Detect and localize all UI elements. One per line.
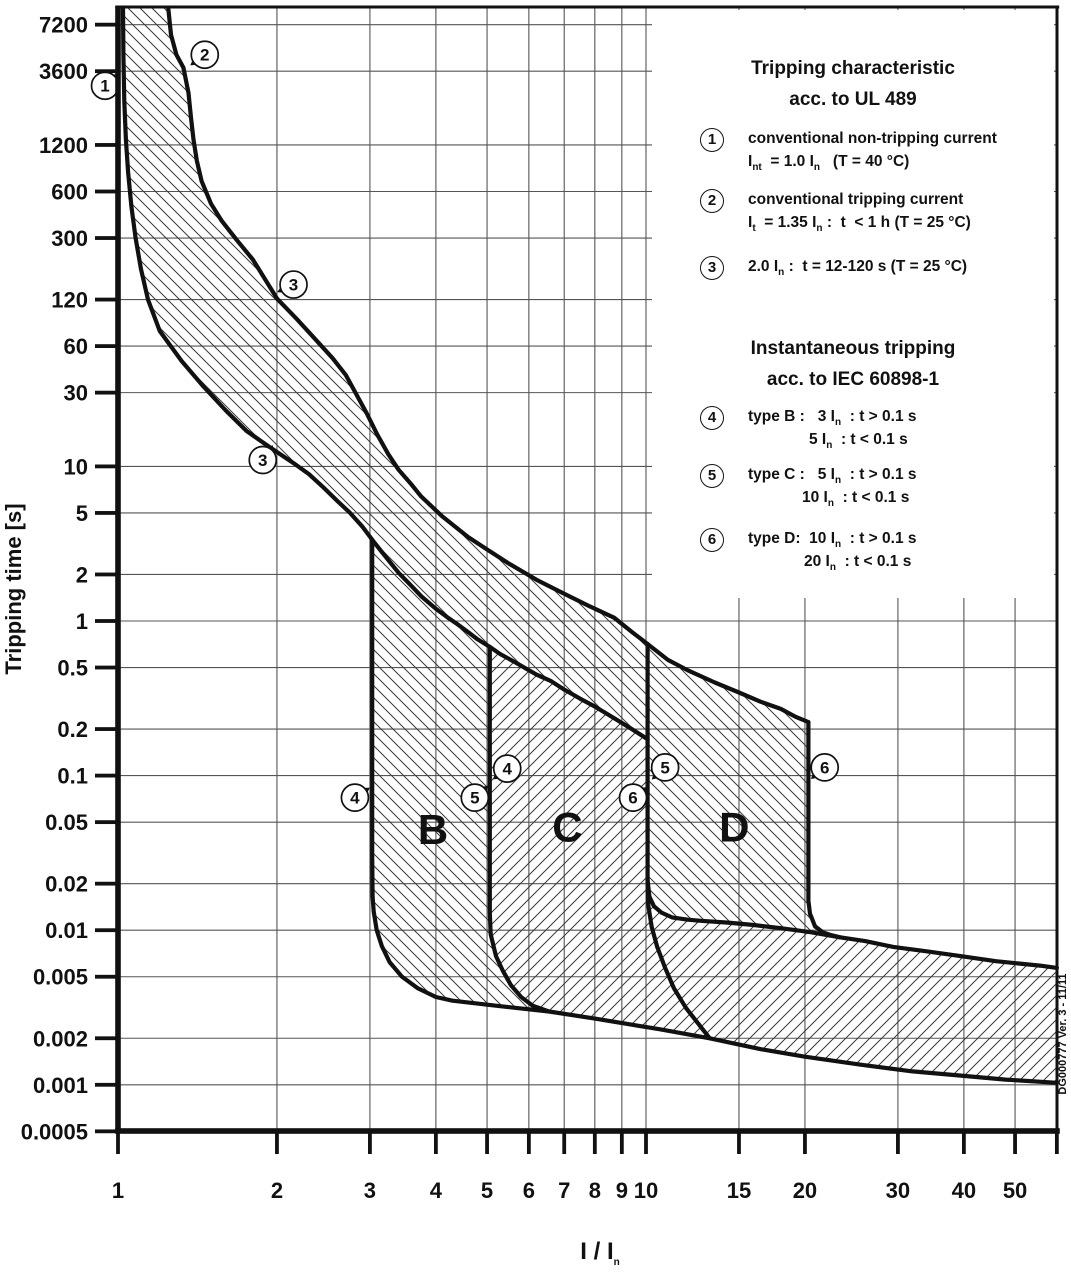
x-tick-label: 5: [480, 1178, 494, 1203]
x-tick-label: 20: [792, 1178, 818, 1203]
y-tick: [95, 928, 118, 932]
x-tick: [485, 1131, 489, 1154]
y-tick: [95, 391, 118, 395]
legend-title-ul-2: acc. to UL 489: [789, 89, 917, 110]
marker-number: 6: [628, 788, 638, 808]
y-tick: [95, 573, 118, 577]
y-tick-label: 120: [51, 287, 88, 313]
y-tick: [95, 882, 118, 886]
y-tick-label: 0.2: [57, 717, 88, 743]
y-tick: [95, 619, 118, 623]
y-tick: [95, 23, 118, 27]
x-tick: [803, 1131, 807, 1154]
x-tick-label: 7: [558, 1178, 571, 1203]
y-tick-label: 600: [51, 179, 88, 205]
x-tick: [116, 1131, 120, 1154]
y-axis-title: Tripping time [s]: [1, 503, 26, 675]
x-tick: [527, 1131, 531, 1154]
legend-item-4-row2: 5 $I_n$ : t < 0.1 s: [809, 431, 908, 452]
y-tick-label: 1: [75, 609, 88, 634]
y-tick-label: 2: [75, 562, 88, 588]
x-tick: [275, 1131, 279, 1154]
region-label-D: D: [719, 803, 750, 851]
marker-number: 4: [350, 788, 360, 808]
x-tick: [562, 1131, 566, 1154]
x-axis-title: I / $I_n$: [580, 1238, 620, 1268]
x-tick: [434, 1131, 438, 1154]
y-tick: [95, 190, 118, 194]
y-tick-label: 1200: [39, 132, 88, 158]
legend-marker-5: 5: [700, 464, 724, 488]
legend-marker-3: 3: [700, 256, 724, 280]
x-tick: [593, 1131, 597, 1154]
legend-marker-2: 2: [700, 189, 724, 213]
x-tick: [896, 1131, 900, 1154]
legend-marker-4: 4: [700, 406, 724, 430]
region-label-B: B: [417, 805, 449, 853]
region-label-C: C: [552, 803, 583, 851]
y-tick-label: 0.1: [57, 763, 88, 789]
x-tick-label: 3: [363, 1178, 377, 1203]
y-tick-label: 10: [63, 454, 88, 480]
y-tick-label: 0.002: [32, 1026, 88, 1052]
x-tick-label: 1: [111, 1178, 125, 1203]
legend-panel: [652, 10, 1054, 598]
x-tick-label: 9: [615, 1178, 628, 1203]
y-tick-label: 3600: [39, 59, 88, 85]
y-tick: [95, 143, 118, 147]
legend-item-1-row2: $I_{nt} = 1.0$ $I_n$ (T = 40 °C): [748, 153, 910, 174]
y-tick-label: 300: [51, 226, 88, 252]
x-tick: [620, 1131, 624, 1154]
x-tick: [368, 1131, 372, 1154]
legend-title-iec-1: Instantaneous tripping: [750, 338, 956, 359]
marker-number: 5: [470, 788, 480, 808]
y-tick-label: 0.01: [45, 918, 88, 944]
y-tick: [95, 465, 118, 469]
legend-item-6-row2: 20 $I_n$ : t < 0.1 s: [804, 553, 912, 574]
legend-item-3-row1: 2.0 $I_n$ : t = 12-120 s (T = 25 °C): [748, 258, 968, 279]
y-tick-label: 0.02: [45, 871, 88, 897]
y-tick-label: 0.005: [32, 964, 88, 990]
x-tick: [962, 1131, 966, 1154]
legend-item-2-row2: $I_t = 1.35$ $I_n$ : t < 1 h (T = 25 °C): [748, 214, 971, 235]
y-tick-label: 0.5: [57, 655, 88, 681]
x-tick-label: 4: [429, 1178, 443, 1203]
document-version-note: DG000777 Ver. 3 - 11/11: [1057, 973, 1069, 1095]
marker-number: 3: [258, 451, 268, 471]
x-tick: [644, 1131, 648, 1154]
y-tick: [95, 236, 118, 240]
marker-number: 4: [502, 759, 512, 779]
y-tick: [95, 1083, 118, 1087]
y-tick: [95, 727, 118, 731]
x-tick-label: 50: [1002, 1178, 1028, 1203]
x-axis-line: [115, 1128, 1060, 1134]
y-tick-label: 5: [75, 500, 88, 526]
y-axis-line: [115, 7, 121, 1131]
type-D-region: [648, 644, 840, 937]
marker-number: 5: [660, 758, 670, 778]
x-tick-label: 6: [522, 1178, 535, 1203]
x-tick-label: 2: [270, 1178, 284, 1203]
y-tick-label: 60: [63, 334, 88, 360]
x-tick: [1013, 1131, 1017, 1154]
legend-item-2-row1: conventional tripping current: [748, 191, 964, 208]
y-tick: [95, 666, 118, 670]
legend-item-5-row2: 10 $I_n$ : t < 0.1 s: [802, 489, 910, 510]
marker-number: 3: [288, 275, 299, 295]
legend-item-1-row1: conventional non-tripping current: [748, 130, 997, 147]
legend-item-6-row1: type D: 10 $I_n$ : t > 0.1 s: [748, 530, 917, 551]
x-tick: [737, 1131, 741, 1154]
y-tick: [95, 774, 118, 778]
y-tick: [95, 975, 118, 979]
legend-marker-6: 6: [700, 528, 724, 552]
legend-item-4-row1: type B : 3 $I_n$ : t > 0.1 s: [748, 408, 917, 429]
y-tick: [95, 1036, 118, 1040]
marker-number: 6: [819, 758, 830, 778]
y-tick: [95, 1129, 118, 1133]
y-tick-label: 0.0005: [20, 1119, 88, 1145]
y-tick-label: 30: [63, 380, 88, 406]
x-tick-label: 15: [726, 1178, 752, 1203]
y-tick: [95, 344, 118, 348]
legend-item-5-row1: type C : 5 $I_n$ : t > 0.1 s: [748, 466, 917, 487]
marker-number: 1: [100, 76, 110, 96]
x-tick-label: 30: [885, 1178, 911, 1203]
legend-marker-1: 1: [700, 128, 724, 152]
y-tick: [95, 820, 118, 824]
y-tick: [95, 298, 118, 302]
x-tick-label: 8: [588, 1178, 601, 1203]
y-tick-label: 0.001: [32, 1072, 88, 1098]
x-tick-label: 40: [951, 1178, 977, 1203]
marker-number: 2: [200, 45, 210, 65]
y-tick: [95, 511, 118, 515]
x-tick-label: 10: [633, 1178, 659, 1203]
y-tick-label: 7200: [39, 12, 88, 38]
legend-title-iec-2: acc. to IEC 60898-1: [766, 369, 940, 390]
legend-title-ul-1: Tripping characteristic: [751, 58, 955, 79]
y-tick-label: 0.05: [45, 810, 88, 836]
y-tick: [95, 69, 118, 73]
top-border: [115, 6, 1059, 9]
